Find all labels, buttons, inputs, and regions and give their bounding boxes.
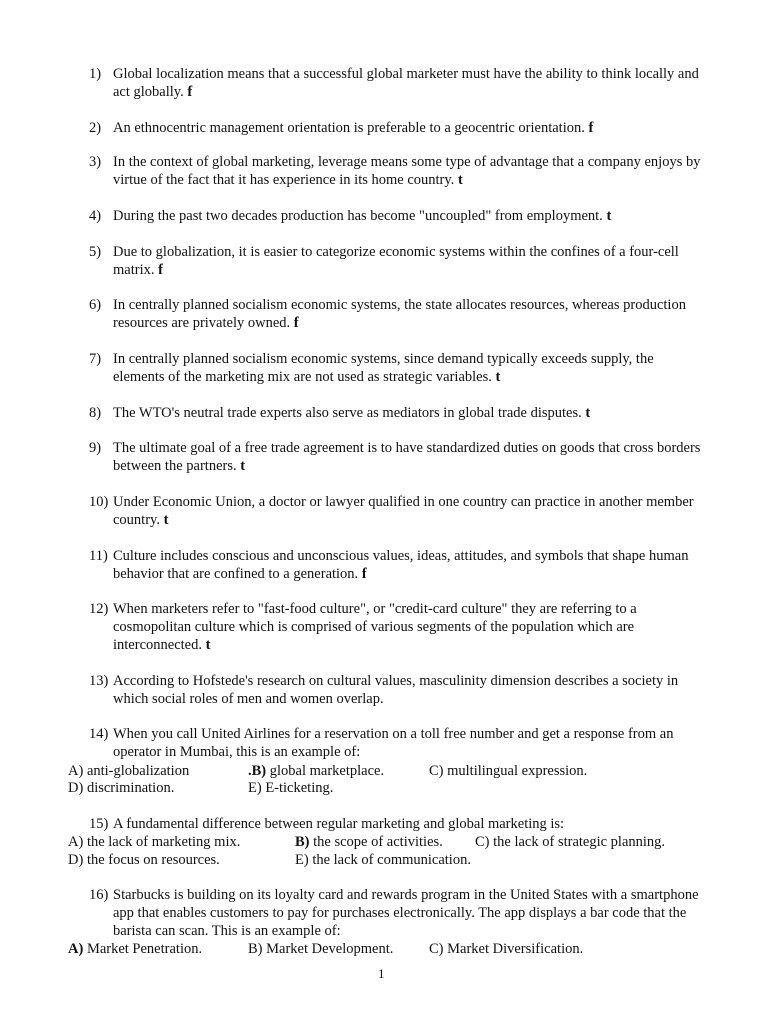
question-4 — [89, 207, 704, 225]
option-b-correct: .B) global marketplace. — [248, 763, 385, 779]
question-11 — [89, 547, 704, 583]
question-number: 7) — [89, 351, 102, 367]
question-8 — [89, 404, 704, 422]
question-13 — [89, 672, 704, 708]
question-9 — [89, 439, 704, 475]
question-text: Due to globalization, it is easier to categorize economic systems within the confines of a four-cell matrix. — [113, 244, 679, 278]
question-number: 9) — [89, 440, 102, 456]
answer-key: f — [158, 262, 163, 278]
option-a: A) anti-globalization — [68, 763, 190, 779]
question-number: 4) — [89, 208, 102, 224]
answer-key: t — [205, 637, 211, 653]
option-e: E) the lack of communication. — [295, 852, 471, 868]
question-number: 15) — [89, 816, 109, 832]
question-text: A fundamental difference between regular marketing and global marketing is: — [113, 816, 565, 832]
question-5 — [89, 243, 704, 279]
option-a: A) the lack of marketing mix. — [68, 834, 241, 850]
question-number: 8) — [89, 405, 102, 421]
question-text: The ultimate goal of a free trade agreement is to have standardized duties on goods that cross borders between the partners. — [113, 440, 701, 474]
option-c: C) Market Diversification. — [429, 941, 584, 957]
answer-key: t — [585, 405, 591, 421]
option-c: C) the lack of strategic planning. — [475, 834, 666, 850]
question-number: 3) — [89, 154, 102, 170]
question-text: When marketers refer to "fast-food culture", or "credit-card culture" they are referring to a cosmopolitan culture which is comprised of various segments of the population which are interconnected. — [113, 601, 637, 653]
question-number: 11) — [89, 548, 108, 564]
question-text: Global localization means that a successful global marketer must have the ability to think locally and act globally. — [113, 66, 699, 100]
answer-key: t — [495, 369, 501, 385]
question-number: 13) — [89, 673, 109, 689]
question-12 — [89, 600, 704, 654]
option-d: D) discrimination. — [68, 780, 175, 796]
answer-key: t — [240, 458, 246, 474]
question-text: According to Hofstede's research on cultural values, masculinity dimension describes a society in which social roles of men and women overlap. — [113, 673, 679, 707]
answer-key: f — [187, 84, 193, 100]
question-text: In centrally planned socialism economic systems, since demand typically exceeds supply, the elements of the marketing mix are not used as strategic variables. — [113, 351, 654, 385]
option-b-correct: B) the scope of activities. — [295, 834, 443, 850]
question-text: When you call United Airlines for a reservation on a toll free number and get a response from an operator in Mumbai, this is an example of: — [113, 726, 674, 760]
page-number: 1 — [378, 966, 385, 981]
question-number: 14) — [89, 726, 109, 742]
option-c: C) multilingual expression. — [429, 763, 588, 779]
question-text: In the context of global marketing, leverage means some type of advantage that a company enjoys by virtue of the fact that it has experience in its home country. — [113, 154, 701, 188]
question-number: 16) — [89, 887, 109, 903]
question-text: Culture includes conscious and unconscious values, ideas, attitudes, and symbols that shape human behavior that are confined to a generation. — [113, 548, 689, 582]
question-6 — [89, 296, 704, 332]
question-1 — [89, 65, 704, 101]
answer-key: f — [361, 566, 367, 582]
question-10 — [89, 493, 704, 529]
option-e: E) E-ticketing. — [248, 780, 334, 796]
question-2 — [89, 119, 704, 137]
question-text: The WTO's neutral trade experts also serve as mediators in global trade disputes. — [113, 405, 582, 421]
question-text: Under Economic Union, a doctor or lawyer qualified in one country can practice in another member country. — [113, 494, 694, 528]
question-number: 12) — [89, 601, 109, 617]
option-a-correct: A) Market Penetration. — [68, 941, 203, 957]
answer-key: t — [457, 172, 463, 188]
question-text: An ethnocentric management orientation is preferable to a geocentric orientation. — [113, 120, 585, 136]
answer-key: t — [163, 512, 169, 528]
answer-key: t — [606, 208, 612, 224]
question-text: In centrally planned socialism economic systems, the state allocates resources, whereas production resources are privately owned. — [113, 297, 686, 331]
question-number: 6) — [89, 297, 102, 313]
option-b: B) Market Development. — [248, 941, 394, 957]
question-number: 10) — [89, 494, 109, 510]
question-number: 1) — [89, 66, 102, 82]
question-14 — [89, 725, 704, 761]
question-15 — [89, 815, 704, 833]
question-number: 5) — [89, 244, 102, 260]
question-3 — [89, 153, 704, 189]
answer-key: f — [293, 315, 299, 331]
question-text: During the past two decades production has become "uncoupled" from employment. — [113, 208, 603, 224]
answer-key: f — [588, 120, 594, 136]
question-7 — [89, 350, 704, 386]
question-text: Starbucks is building on its loyalty card and rewards program in the United States with a smartphone app that enables customers to pay for purchases electronically. The app displays a bar code that the barista can scan. This is an example of: — [113, 887, 699, 939]
question-16 — [89, 886, 704, 940]
option-d: D) the focus on resources. — [68, 852, 220, 868]
question-number: 2) — [89, 120, 102, 136]
